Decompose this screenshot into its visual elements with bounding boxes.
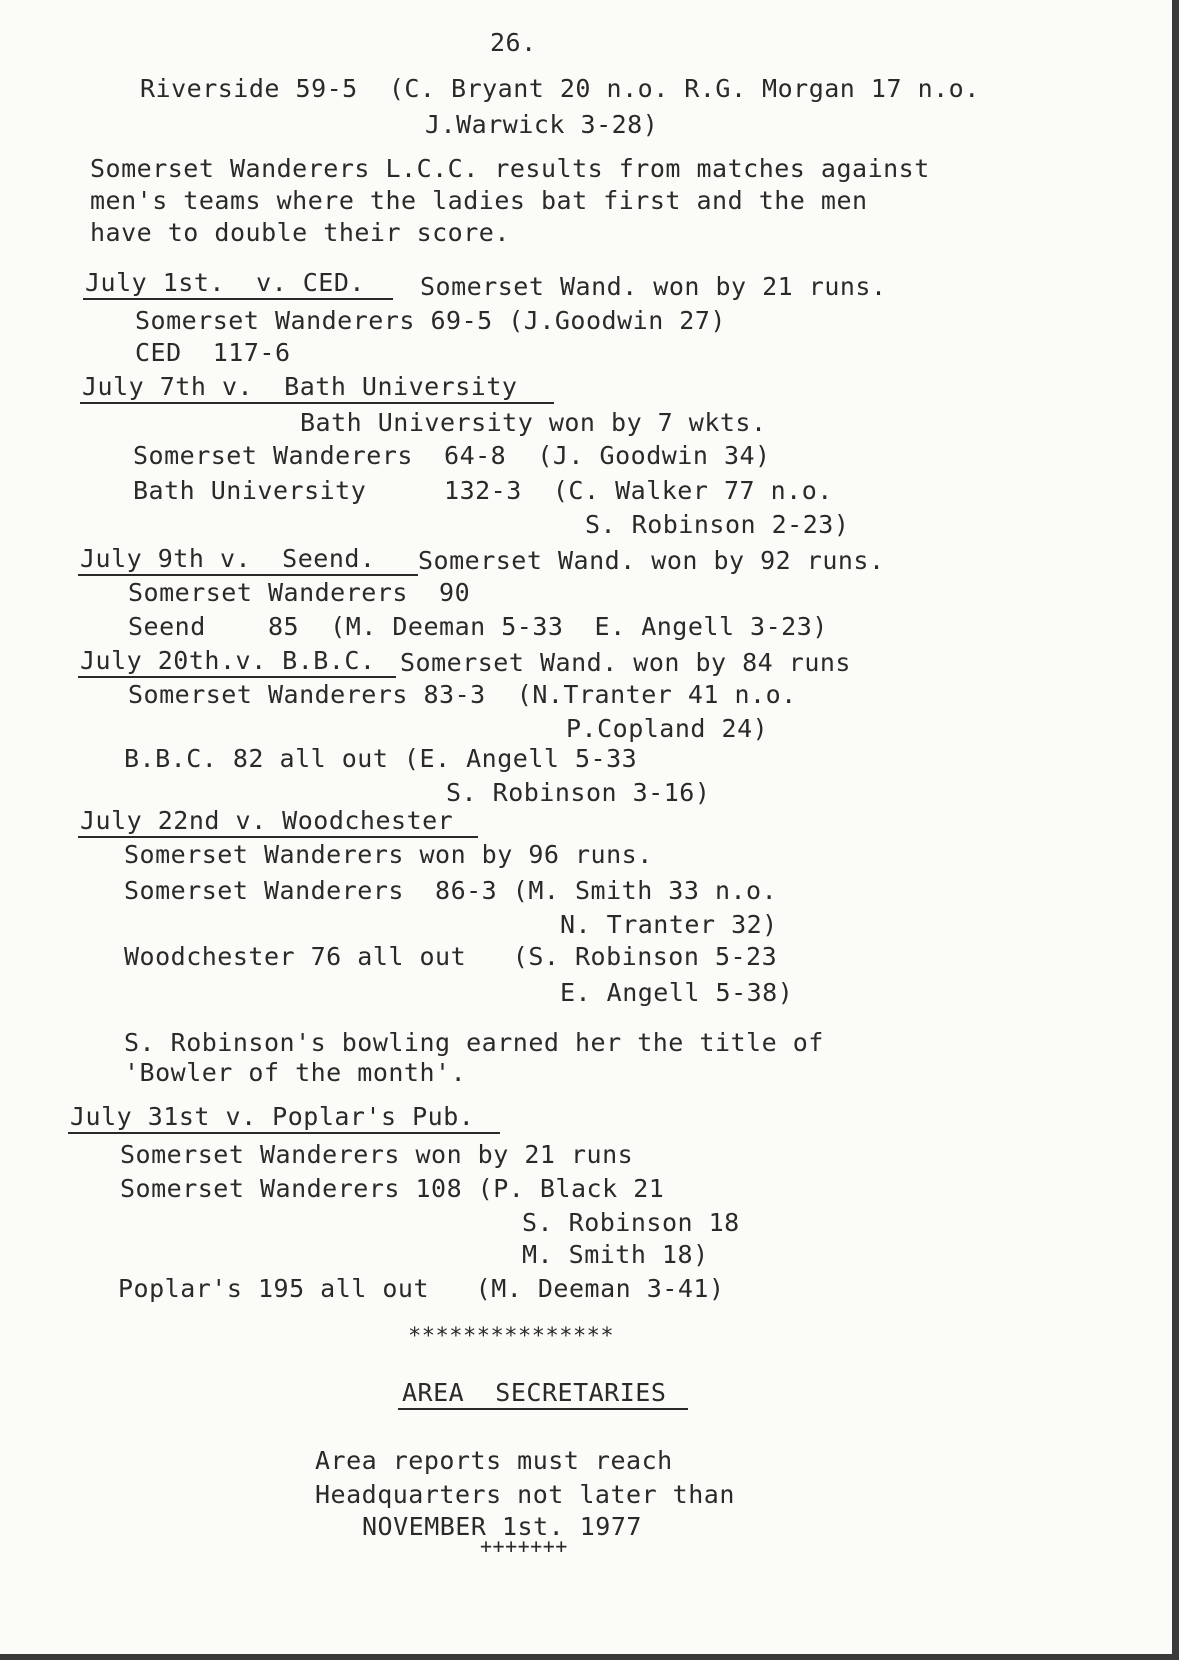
match-3-line-1: Somerset Wanderers 90	[128, 578, 471, 607]
intro-line-1: Somerset Wanderers L.C.C. results from matches against	[90, 154, 930, 183]
match-6-line-4: Poplar's 195 all out (M. Deeman 3-41)	[118, 1274, 725, 1303]
match-4-line-2: P.Copland 24)	[566, 714, 769, 743]
scan-edge-right	[1172, 0, 1179, 1660]
area-secretaries-title: AREA SECRETARIES	[402, 1378, 667, 1407]
riverside-line-1: Riverside 59-5 (C. Bryant 20 n.o. R.G. Morgan 17 n.o.	[140, 74, 980, 103]
area-line-2: Headquarters not later than	[315, 1480, 735, 1509]
bowler-note-line-2: 'Bowler of the month'.	[124, 1058, 467, 1087]
match-3-line-2: Seend 85 (M. Deeman 5-33 E. Angell 3-23)	[128, 612, 828, 641]
match-3-heading: July 9th v. Seend.	[80, 544, 376, 573]
area-crosses: +++++++	[480, 1534, 568, 1558]
match-5-underline	[78, 836, 478, 838]
match-1-underline	[83, 298, 393, 300]
match-5-line-2: N. Tranter 32)	[560, 910, 778, 939]
match-2-line-3: S. Robinson 2-23)	[585, 510, 850, 539]
area-title-underline	[398, 1408, 688, 1410]
match-5-result: Somerset Wanderers won by 96 runs.	[124, 840, 653, 869]
match-1-line-2: CED 117-6	[135, 338, 291, 367]
match-6-heading: July 31st v. Poplar's Pub.	[70, 1102, 475, 1131]
area-line-3: NOVEMBER 1st. 1977	[362, 1512, 642, 1541]
match-4-heading: July 20th.v. B.B.C.	[80, 646, 376, 675]
page-number: 26.	[490, 28, 537, 57]
match-6-line-3: M. Smith 18)	[522, 1240, 709, 1269]
intro-line-3: have to double their score.	[90, 218, 510, 247]
match-6-underline	[68, 1132, 500, 1134]
area-line-1: Area reports must reach	[315, 1446, 673, 1475]
match-4-line-4: S. Robinson 3-16)	[446, 778, 711, 807]
match-3-result: Somerset Wand. won by 92 runs.	[418, 546, 885, 575]
match-2-heading: July 7th v. Bath University	[82, 372, 518, 401]
match-6-line-2: S. Robinson 18	[522, 1208, 740, 1237]
match-5-heading: July 22nd v. Woodchester	[80, 806, 454, 835]
match-5-line-3: Woodchester 76 all out (S. Robinson 5-23	[124, 942, 778, 971]
match-5-line-1: Somerset Wanderers 86-3 (M. Smith 33 n.o.	[124, 876, 778, 905]
match-2-line-2: Bath University 132-3 (C. Walker 77 n.o.	[133, 476, 833, 505]
scan-edge-bottom	[0, 1654, 1179, 1660]
match-2-result: Bath University won by 7 wkts.	[300, 408, 767, 437]
match-6-result: Somerset Wanderers won by 21 runs	[120, 1140, 634, 1169]
match-6-line-1: Somerset Wanderers 108 (P. Black 21	[120, 1174, 665, 1203]
intro-line-2: men's teams where the ladies bat first and the men	[90, 186, 868, 215]
match-1-line-1: Somerset Wanderers 69-5 (J.Goodwin 27)	[135, 306, 726, 335]
match-1-result: Somerset Wand. won by 21 runs.	[420, 272, 887, 301]
match-3-underline	[78, 574, 418, 576]
match-4-result: Somerset Wand. won by 84 runs	[400, 648, 851, 677]
match-1-heading: July 1st. v. CED.	[85, 268, 365, 297]
match-4-underline	[78, 676, 396, 678]
match-4-line-1: Somerset Wanderers 83-3 (N.Tranter 41 n.o.	[128, 680, 797, 709]
bowler-note-line-1: S. Robinson's bowling earned her the title of	[124, 1028, 824, 1057]
match-2-line-1: Somerset Wanderers 64-8 (J. Goodwin 34)	[133, 441, 771, 470]
riverside-line-2: J.Warwick 3-28)	[425, 110, 659, 139]
match-2-underline	[80, 402, 554, 404]
match-5-line-4: E. Angell 5-38)	[560, 978, 794, 1007]
match-4-line-3: B.B.C. 82 all out (E. Angell 5-33	[124, 744, 638, 773]
asterisk-divider: ***************	[408, 1324, 615, 1349]
